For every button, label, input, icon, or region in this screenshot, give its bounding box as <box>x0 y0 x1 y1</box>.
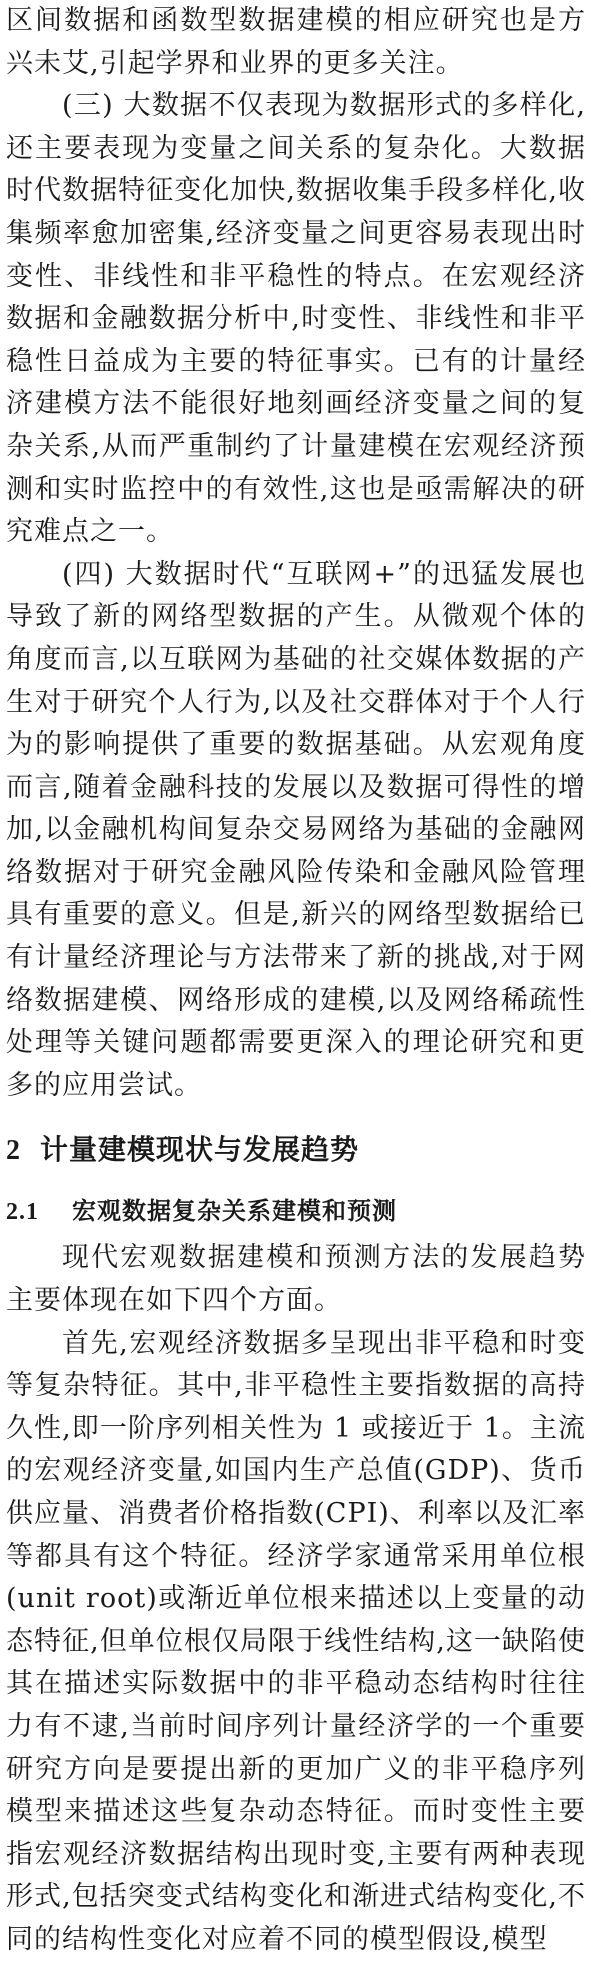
subsection-title: 宏观数据复杂关系建模和预测 <box>72 1196 397 1226</box>
subsection-heading <box>6 1192 586 1237</box>
section-heading <box>6 1107 586 1192</box>
paragraph-continuation: 区间数据和函数型数据建模的相应研究也是方兴未艾,引起学界和业界的更多关注。 <box>6 5 586 79</box>
paragraph-point-four: (四) 大数据时代“互联网+”的迅猛发展也导致了新的网络型数据的产生。从微观个体的角度而言,以互联网为基础的社交媒体数据的产生对于研究个人行为,以及社交群体对于个人行为的影响提供了重要的数据基础。从宏观角度而言,随着金融科技的发展以及数据可得性的增加,以金融机构间复杂交易网络为基础的金融网络数据对于研究金融风险传染和金融风险管理具有重要的意义。但是,新兴的网络型数据给已有计量经济理论与方法带来了新的挑战,对于网络数据建模、网络形成的建模,以及网络稀疏性处理等关键问题都需要更深入的理论研究和更多的应用尝试。 <box>6 558 586 1101</box>
subsection-number: 2.1 <box>6 1199 39 1226</box>
paragraph-first-trend: 首先,宏观经济数据多呈现出非平稳和时变等复杂特征。其中,非平稳性主要指数据的高持久性,即一阶序列相关性为 1 或接近于 1。主流的宏观经济变量,如国内生产总值(GDP)、货币供应量、消费者价格指数(CPI)、利率以及汇率等都具有这个特征。经济学家通常采用单位根(unit root)或渐近单位根来描述以上变量的动态特征,但单位根仅局限于线性结构,这一缺陷使其在描述实际数据中的非平稳动态结构时往往力有不逮,当前时间序列计量经济学的一个重要研究方向是要提出新的更加广义的非平稳序列模型来描述这些复杂动态特征。而时变性主要指宏观经济数据结构出现时变,主要有两种表现形式,包括突变式结构变化和渐进式结构变化,不同的结构性变化对应着不同的模型假设,模型 <box>6 1327 586 1955</box>
paragraph-point-three: (三) 大数据不仅表现为数据形式的多样化,还主要表现为变量之间关系的复杂化。大数据时代数据特征变化加快,数据收集手段多样化,收集频率愈加密集,经济变量之间更容易表现出时变性、非线性和非平稳性的特点。在宏观经济数据和金融数据分析中,时变性、非线性和非平稳性日益成为主要的特征事实。已有的计量经济建模方法不能很好地刻画经济变量之间的复杂关系,从而严重制约了计量建模在宏观经济预测和实时监控中的有效性,这也是亟需解决的研究难点之一。 <box>6 90 586 548</box>
document-page <box>6 0 586 1955</box>
section-title: 计量建模现状与发展趋势 <box>40 1133 360 1167</box>
section-number: 2 <box>6 1135 21 1167</box>
paragraph-intro-trends: 现代宏观数据建模和预测方法的发展趋势主要体现在如下四个方面。 <box>6 1242 586 1317</box>
